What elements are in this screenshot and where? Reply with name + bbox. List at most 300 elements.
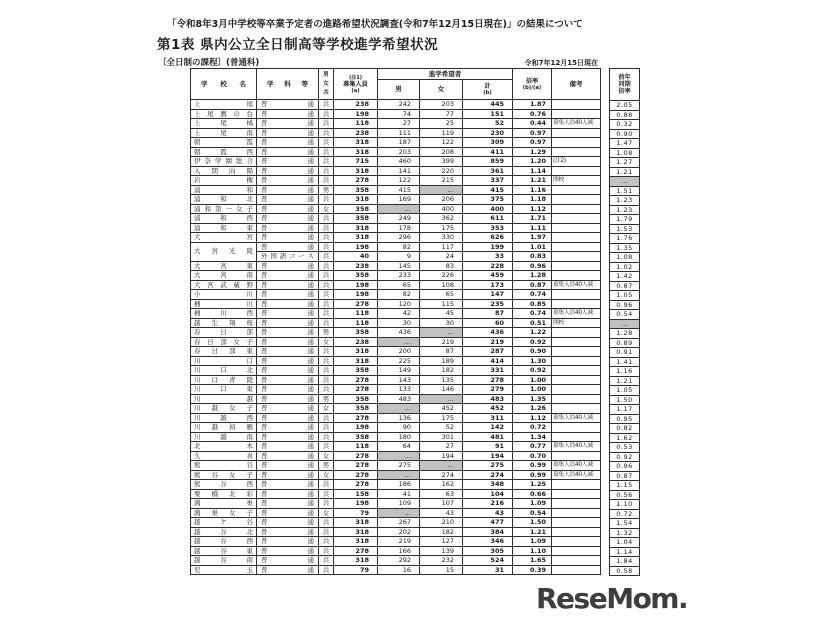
cell-prev-ratio: … [610,319,640,329]
table-row [191,157,601,167]
cell-gender: 共 [319,176,334,186]
cell-capacity: 358 [334,404,378,414]
cell-gender: 共 [319,565,334,575]
prev-ratio-row [610,234,640,244]
cell-school-name: 朝霞 [191,138,257,148]
cell-remarks [552,299,601,309]
cell-capacity: 358 [334,328,378,338]
cell-prev-ratio: 1.04 [610,538,640,548]
cell-female: 52 [420,423,463,433]
prev-ratio-row [610,424,640,434]
cell-gender: 共 [319,252,334,262]
header-prev-line3: 倍率 [618,88,631,95]
cell-remarks [552,242,601,252]
cell-prev-ratio: 0.96 [610,300,640,310]
cell-ratio: 1.30 [513,356,552,366]
cell-female: 83 [420,261,463,271]
cell-gender: 男 [319,328,334,338]
cell-male: 65 [378,280,420,290]
prev-ratio-row [610,319,640,329]
cell-total: 436 [463,328,513,338]
cell-prev-ratio: 1.62 [610,433,640,443]
cell-male: … [378,451,420,461]
cell-total: 311 [463,413,513,423]
header-school-name: 学校名 [191,69,257,100]
cell-gender: 女 [319,204,334,214]
cell-capacity: 198 [334,242,378,252]
cell-department: 普通 [257,176,319,186]
cell-gender: 共 [319,546,334,556]
table-row [191,499,601,509]
table-row [191,565,601,575]
cell-ratio: 1.18 [513,195,552,205]
cell-remarks [552,138,601,148]
table-row [191,404,601,414]
cell-female: 139 [420,546,463,556]
cell-school-name: 熊谷西 [191,480,257,490]
cell-male: 42 [378,309,420,319]
cell-female: … [420,328,463,338]
cell-remarks [552,499,601,509]
cell-school-name: 鴻巣女子 [191,508,257,518]
cell-capacity: 278 [334,451,378,461]
table-row [191,147,601,157]
cell-gender: 共 [319,138,334,148]
cell-remarks [552,527,601,537]
cell-school-name: 上尾南 [191,128,257,138]
cell-ratio: 0.44 [513,119,552,129]
cell-remarks [552,546,601,556]
cell-department: 普通 [257,451,319,461]
prev-ratio-row [610,167,640,177]
table-row [191,518,601,528]
cell-remarks [552,166,601,176]
cell-total: 287 [463,347,513,357]
table-row [191,299,601,309]
cell-department: 普通 [257,328,319,338]
header-remarks: 備考 [552,69,601,100]
cell-prev-ratio: 0.92 [610,452,640,462]
cell-ratio: 0.87 [513,280,552,290]
cell-male: 82 [378,242,420,252]
cell-total: 194 [463,451,513,461]
main-table-header [191,69,601,100]
cell-male: … [378,404,420,414]
header-prev-ratio [610,69,640,101]
prev-ratio-row [610,291,640,301]
cell-school-name: 朝霞西 [191,147,257,157]
cell-ratio: 1.09 [513,499,552,509]
cell-male: 436 [378,328,420,338]
header-gender [319,69,334,100]
cell-total: 278 [463,375,513,385]
cell-remarks [552,271,601,281]
prev-ratio-row [610,243,640,253]
cell-capacity: 358 [334,366,378,376]
header-female: 女 [420,80,463,100]
prev-ratio-row [610,281,640,291]
cell-capacity: 118 [334,318,378,328]
cell-department: 普通 [257,404,319,414]
cell-gender: 共 [319,100,334,110]
cell-prev-ratio: 1.02 [610,262,640,272]
cell-prev-ratio: 1.35 [610,243,640,253]
cell-prev-ratio: 2.05 [610,101,640,111]
cell-female: 27 [420,442,463,452]
document-title: 第1表 県内公立全日制高等学校進学希望状況 [157,37,439,53]
cell-remarks [552,451,601,461]
cell-female: 206 [420,195,463,205]
cell-ratio: 1.11 [513,223,552,233]
cell-total: 274 [463,470,513,480]
cell-total: 415 [463,185,513,195]
cell-ratio: 0.99 [513,470,552,480]
cell-female: 215 [420,176,463,186]
cell-capacity: 358 [334,432,378,442]
table-row [191,461,601,471]
cell-remarks [552,185,601,195]
cell-total: 219 [463,337,513,347]
cell-school-name: 浦和第一女子 [191,204,257,214]
cell-male: … [378,204,420,214]
cell-capacity: 318 [334,518,378,528]
cell-male: 169 [378,195,420,205]
cell-total: 43 [463,508,513,518]
prev-ratio-row [610,538,640,548]
cell-school-name: 春日部女子 [191,337,257,347]
cell-remarks [552,394,601,404]
cell-gender: 女 [319,470,334,480]
cell-male: 225 [378,356,420,366]
table-row [191,442,601,452]
cell-capacity: 318 [334,138,378,148]
cell-female: 146 [420,385,463,395]
cell-school-name: 大宮 [191,233,257,243]
cell-capacity: 278 [334,470,378,480]
cell-female: 135 [420,375,463,385]
header-capacity [334,69,378,100]
cell-total: 452 [463,404,513,414]
cell-department: 普通 [257,347,319,357]
cell-male: 82 [378,290,420,300]
cell-capacity: 198 [334,280,378,290]
cell-male: 149 [378,366,420,376]
cell-female: 232 [420,556,463,566]
cell-gender: 共 [319,128,334,138]
prev-ratio-row [610,566,640,576]
cell-gender: 女 [319,337,334,347]
cell-department: 普通 [257,394,319,404]
header-capacity-unit: (a) [351,87,360,94]
cell-male: 143 [378,375,420,385]
table-row [191,451,601,461]
cell-remarks [552,537,601,547]
cell-remarks [552,404,601,414]
cell-school-name: 大宮武蔵野 [191,280,257,290]
header-male: 男 [378,80,420,100]
cell-total: 375 [463,195,513,205]
cell-prev-ratio: 0.91 [610,348,640,358]
cell-female: 25 [420,119,463,129]
cell-total: 275 [463,461,513,471]
cell-gender: 共 [319,556,334,566]
cell-male: 296 [378,233,420,243]
cell-school-name: 川越女子 [191,404,257,414]
cell-school-name: 越ケ谷 [191,518,257,528]
cell-total: 459 [463,271,513,281]
cell-female: 175 [420,413,463,423]
cell-department: 普通 [257,138,319,148]
table-row [191,489,601,499]
cell-ratio: 1.09 [513,537,552,547]
cell-prev-ratio: 1.53 [610,224,640,234]
table-row [191,128,601,138]
cell-gender: 共 [319,119,334,129]
cell-female: 43 [420,508,463,518]
cell-capacity: 318 [334,527,378,537]
cell-ratio: 1.25 [513,480,552,490]
cell-department: 普通 [257,366,319,376]
cell-remarks [552,432,601,442]
cell-male: 186 [378,480,420,490]
table-row [191,214,601,224]
cell-male: 145 [378,261,420,271]
prev-ratio-row [610,452,640,462]
header-department: 学科等 [257,69,319,100]
cell-school-name: 上尾橘 [191,119,257,129]
cell-capacity: 278 [334,176,378,186]
prev-ratio-row [610,509,640,519]
header-applicants-group: 進学希望者 [378,69,513,80]
prev-ratio-row [610,120,640,130]
cell-prev-ratio: 1.32 [610,528,640,538]
as-of-date: 令和7年12月15日現在 [524,59,598,67]
cell-female: 189 [420,356,463,366]
cell-ratio: 0.96 [513,261,552,271]
cell-ratio: 1.01 [513,242,552,252]
cell-prev-ratio: 1.54 [610,519,640,529]
cell-remarks [552,366,601,376]
cell-total: 31 [463,565,513,575]
table-row [191,223,601,233]
cell-gender: 共 [319,413,334,423]
cell-male: 41 [378,489,420,499]
table-row [191,309,601,319]
cell-capacity: 40 [334,252,378,262]
cell-capacity: 198 [334,109,378,119]
cell-school-name: 越谷北 [191,527,257,537]
cell-remarks [552,100,601,110]
cell-department: 普通 [257,546,319,556]
cell-male: 202 [378,527,420,537]
prev-ratio-row [610,405,640,415]
prev-ratio-row [610,386,640,396]
cell-school-name: 伊奈学園総合 [191,157,257,167]
cell-male: 267 [378,518,420,528]
prev-ratio-row [610,129,640,139]
prev-ratio-row [610,338,640,348]
header-gender-female: 女 [323,80,329,87]
cell-gender: 共 [319,290,334,300]
cell-capacity: 358 [334,394,378,404]
cell-female: 210 [420,518,463,528]
cell-total: 279 [463,385,513,395]
cell-male: … [378,337,420,347]
cell-gender: 女 [319,404,334,414]
cell-male: 200 [378,347,420,357]
header-ratio [513,69,552,100]
cell-department: 普通 [257,185,319,195]
cell-female: 107 [420,499,463,509]
cell-capacity: 358 [334,214,378,224]
cell-total: 445 [463,100,513,110]
prev-ratio-row [610,348,640,358]
cell-department: 普通 [257,356,319,366]
cell-department: 普通 [257,242,319,252]
cell-school-name: 春日部 [191,328,257,338]
header-total-unit: (b) [483,90,492,96]
cell-male: 275 [378,461,420,471]
cell-remarks: 開校 [552,318,601,328]
cell-female: 122 [420,138,463,148]
cell-female: 182 [420,366,463,376]
cell-male: 187 [378,138,420,148]
table-row [191,480,601,490]
cell-female: 226 [420,271,463,281]
cell-remarks: (注2) [552,157,601,167]
cell-gender: 共 [319,432,334,442]
cell-total: 305 [463,546,513,556]
cell-prev-ratio: 1.21 [610,376,640,386]
cell-female: 274 [420,470,463,480]
prev-ratio-row [610,443,640,453]
cell-ratio: 0.77 [513,442,552,452]
cell-gender: 共 [319,489,334,499]
cell-prev-ratio: 0.96 [610,462,640,472]
cell-department: 普通 [257,423,319,433]
cell-remarks [552,109,601,119]
prev-ratio-row [610,329,640,339]
cell-ratio: 1.87 [513,100,552,110]
cell-prev-ratio: 0.89 [610,338,640,348]
cell-ratio: 1.28 [513,271,552,281]
cell-ratio: 0.74 [513,290,552,300]
cell-female: 15 [420,565,463,575]
cell-capacity: 79 [334,565,378,575]
cell-female: 65 [420,290,463,300]
cell-capacity: 318 [334,233,378,243]
cell-male: 27 [378,119,420,129]
cell-school-name: 春日部東 [191,347,257,357]
cell-male: 178 [378,223,420,233]
cell-department: 普通 [257,214,319,224]
cell-capacity: 318 [334,537,378,547]
cell-school-name: 久喜 [191,451,257,461]
document-subtitle: 〔全日制の課程〕(普通科) [158,58,260,68]
cell-department: 普通 [257,470,319,480]
cell-ratio: 1.00 [513,375,552,385]
cell-remarks [552,223,601,233]
table-row [191,109,601,119]
cell-gender: 共 [319,356,334,366]
cell-male: 133 [378,385,420,395]
cell-prev-ratio: 1.27 [610,158,640,168]
cell-department: 普通 [257,195,319,205]
cell-ratio: 0.54 [513,508,552,518]
prev-ratio-row [610,395,640,405]
header-total-label: 計 [484,83,491,90]
cell-ratio: 0.97 [513,128,552,138]
cell-remarks [552,518,601,528]
cell-school-name: 大宮南 [191,271,257,281]
cell-capacity: 238 [334,128,378,138]
cell-prev-ratio: 0.95 [610,414,640,424]
cell-total: 147 [463,290,513,300]
cell-male: 249 [378,214,420,224]
cell-prev-ratio: 1.17 [610,405,640,415]
cell-remarks [552,347,601,357]
cell-ratio: 0.66 [513,489,552,499]
cell-department: 普通 [257,442,319,452]
cell-school-name: 入間向陽 [191,166,257,176]
table-row [191,394,601,404]
cell-female: 452 [420,404,463,414]
cell-ratio: 1.10 [513,546,552,556]
cell-capacity: 318 [334,147,378,157]
prev-ratio-row [610,528,640,538]
cell-school-name: 越谷西 [191,537,257,547]
cell-prev-ratio: 0.53 [610,443,640,453]
cell-capacity: 358 [334,185,378,195]
cell-department: 普通 [257,385,319,395]
table-row [191,347,601,357]
cell-male: 111 [378,128,420,138]
prev-ratio-row [610,557,640,567]
cell-department: 普通 [257,233,319,243]
header-gender-male: 男 [323,71,329,78]
cell-school-name: 川越西 [191,413,257,423]
cell-school-name: 越谷南 [191,556,257,566]
cell-capacity: 318 [334,195,378,205]
cell-gender: 女 [319,451,334,461]
cell-ratio: 0.76 [513,109,552,119]
cell-remarks [552,508,601,518]
prev-ratio-row [610,490,640,500]
cell-school-name: 栗橋北彩 [191,489,257,499]
cell-school-name: 小川 [191,290,257,300]
cell-department: 普通 [257,223,319,233]
cell-remarks [552,214,601,224]
prev-ratio-row [610,519,640,529]
prev-ratio-row [610,357,640,367]
prev-ratio-row [610,215,640,225]
cell-capacity: 278 [334,546,378,556]
cell-female: 115 [420,299,463,309]
cell-ratio: 0.92 [513,337,552,347]
cell-male: 74 [378,109,420,119]
cell-ratio: 0.90 [513,347,552,357]
cell-male: 109 [378,499,420,509]
cell-total: 228 [463,261,513,271]
cell-prev-ratio: 0.82 [610,424,640,434]
cell-capacity: 318 [334,166,378,176]
cell-remarks [552,252,601,262]
prev-ratio-row [610,272,640,282]
cell-total: 346 [463,537,513,547]
cell-gender: 共 [319,166,334,176]
cell-total: 52 [463,119,513,129]
cell-department: 普通 [257,157,319,167]
